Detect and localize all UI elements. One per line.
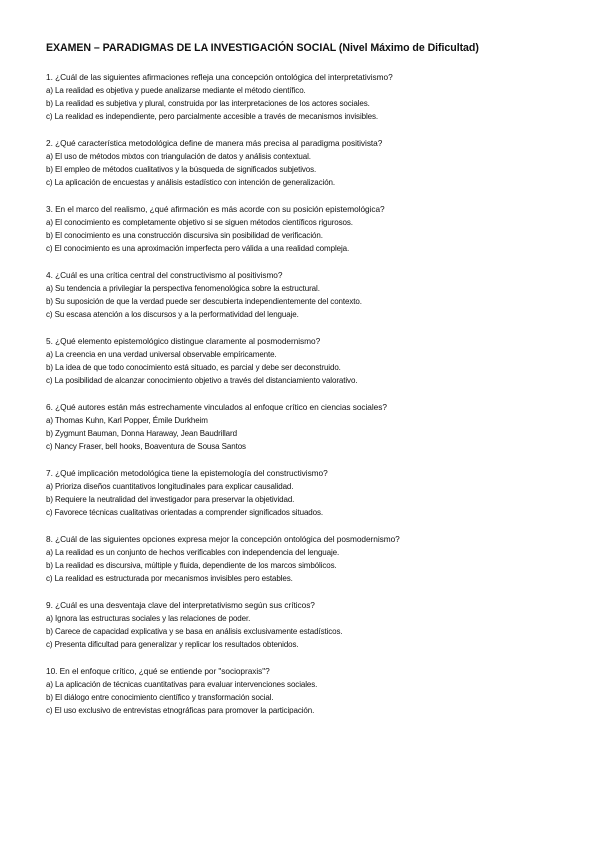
question-block — [46, 335, 558, 387]
answer-option: a) Thomas Kuhn, Karl Popper, Émile Durkheim — [46, 416, 208, 425]
answer-options — [46, 282, 558, 321]
answer-option: a) La aplicación de técnicas cuantitativas para evaluar intervenciones sociales. — [46, 680, 318, 689]
answer-option: b) El diálogo entre conocimiento científico y transformación social. — [46, 693, 274, 702]
answer-option: c) Presenta dificultad para generalizar y replicar los resultados obtenidos. — [46, 640, 299, 649]
answer-option: b) Carece de capacidad explicativa y se basa en análisis exclusivamente estadísticos. — [46, 627, 343, 636]
question-text: 9. ¿Cuál es una desventaja clave del interpretativismo según sus críticos? — [46, 600, 315, 610]
answer-option: a) La creencia en una verdad universal observable empíricamente. — [46, 350, 277, 359]
answer-option: c) Favorece técnicas cualitativas orientadas a comprender significados situados. — [46, 508, 324, 517]
answer-option: c) La posibilidad de alcanzar conocimiento objetivo a través del distanciamiento valorativo. — [46, 376, 358, 385]
answer-option: b) El conocimiento es una construcción discursiva sin posibilidad de verificación. — [46, 231, 323, 240]
question-text: 5. ¿Qué elemento epistemológico distingue claramente al posmodernismo? — [46, 336, 321, 346]
exam-page — [46, 42, 558, 731]
answer-option: b) La realidad es subjetiva y plural, construida por las interpretaciones de los actores sociales. — [46, 99, 370, 108]
answer-option: c) La realidad es estructurada por mecanismos invisibles pero estables. — [46, 574, 293, 583]
answer-option: b) Su suposición de que la verdad puede ser descubierta independientemente del contexto. — [46, 297, 362, 306]
question-text: 8. ¿Cuál de las siguientes opciones expresa mejor la concepción ontológica del posmodernismo? — [46, 534, 400, 544]
question-block — [46, 269, 558, 321]
question-list — [46, 71, 558, 717]
question-block — [46, 599, 558, 651]
question-text: 2. ¿Qué característica metodológica define de manera más precisa al paradigma positivista? — [46, 138, 383, 148]
answer-option: c) La realidad es independiente, pero parcialmente accesible a través de mecanismos invisibles. — [46, 112, 379, 121]
exam-title: EXAMEN – PARADIGMAS DE LA INVESTIGACIÓN SOCIAL (Nivel Máximo de Dificultad) — [46, 42, 479, 54]
question-text: 4. ¿Cuál es una crítica central del constructivismo al positivismo? — [46, 270, 283, 280]
answer-option: a) Prioriza diseños cuantitativos longitudinales para explicar causalidad. — [46, 482, 294, 491]
question-text: 3. En el marco del realismo, ¿qué afirmación es más acorde con su posición epistemológica? — [46, 204, 385, 214]
answer-option: b) Zygmunt Bauman, Donna Haraway, Jean Baudrillard — [46, 429, 237, 438]
answer-option: c) Nancy Fraser, bell hooks, Boaventura de Sousa Santos — [46, 442, 246, 451]
answer-options — [46, 678, 558, 717]
answer-option: c) El conocimiento es una aproximación imperfecta pero válida a una realidad compleja. — [46, 244, 350, 253]
answer-options — [46, 84, 558, 123]
question-text: 10. En el enfoque crítico, ¿qué se entiende por "sociopraxis"? — [46, 666, 270, 676]
answer-options — [46, 546, 558, 585]
question-text: 7. ¿Qué implicación metodológica tiene la epistemología del constructivismo? — [46, 468, 328, 478]
question-block — [46, 401, 558, 453]
answer-options — [46, 348, 558, 387]
answer-option: a) El uso de métodos mixtos con triangulación de datos y análisis contextual. — [46, 152, 311, 161]
answer-option: b) La realidad es discursiva, múltiple y fluida, dependiente de los marcos simbólicos. — [46, 561, 337, 570]
answer-option: b) El empleo de métodos cualitativos y la búsqueda de significados subjetivos. — [46, 165, 317, 174]
question-block — [46, 203, 558, 255]
answer-options — [46, 480, 558, 519]
answer-option: a) Ignora las estructuras sociales y las relaciones de poder. — [46, 614, 251, 623]
answer-option: c) El uso exclusivo de entrevistas etnográficas para promover la participación. — [46, 706, 315, 715]
answer-option: c) La aplicación de encuestas y análisis estadístico con intención de generalización. — [46, 178, 336, 187]
question-block — [46, 665, 558, 717]
question-block — [46, 71, 558, 123]
answer-options — [46, 150, 558, 189]
answer-option: a) La realidad es objetiva y puede analizarse mediante el método científico. — [46, 86, 306, 95]
answer-option: b) Requiere la neutralidad del investigador para preservar la objetividad. — [46, 495, 295, 504]
answer-options — [46, 216, 558, 255]
question-block — [46, 533, 558, 585]
answer-options — [46, 414, 558, 453]
answer-options — [46, 612, 558, 651]
question-text: 6. ¿Qué autores están más estrechamente vinculados al enfoque crítico en ciencias sociales? — [46, 402, 387, 412]
answer-option: b) La idea de que todo conocimiento está situado, es parcial y debe ser deconstruido. — [46, 363, 341, 372]
question-text: 1. ¿Cuál de las siguientes afirmaciones refleja una concepción ontológica del interpretativismo? — [46, 72, 393, 82]
question-block — [46, 467, 558, 519]
answer-option: a) El conocimiento es completamente objetivo si se siguen métodos científicos rigurosos. — [46, 218, 353, 227]
question-block — [46, 137, 558, 189]
answer-option: c) Su escasa atención a los discursos y a la performatividad del lenguaje. — [46, 310, 299, 319]
answer-option: a) Su tendencia a privilegiar la perspectiva fenomenológica sobre la estructural. — [46, 284, 320, 293]
answer-option: a) La realidad es un conjunto de hechos verificables con independencia del lenguaje. — [46, 548, 340, 557]
